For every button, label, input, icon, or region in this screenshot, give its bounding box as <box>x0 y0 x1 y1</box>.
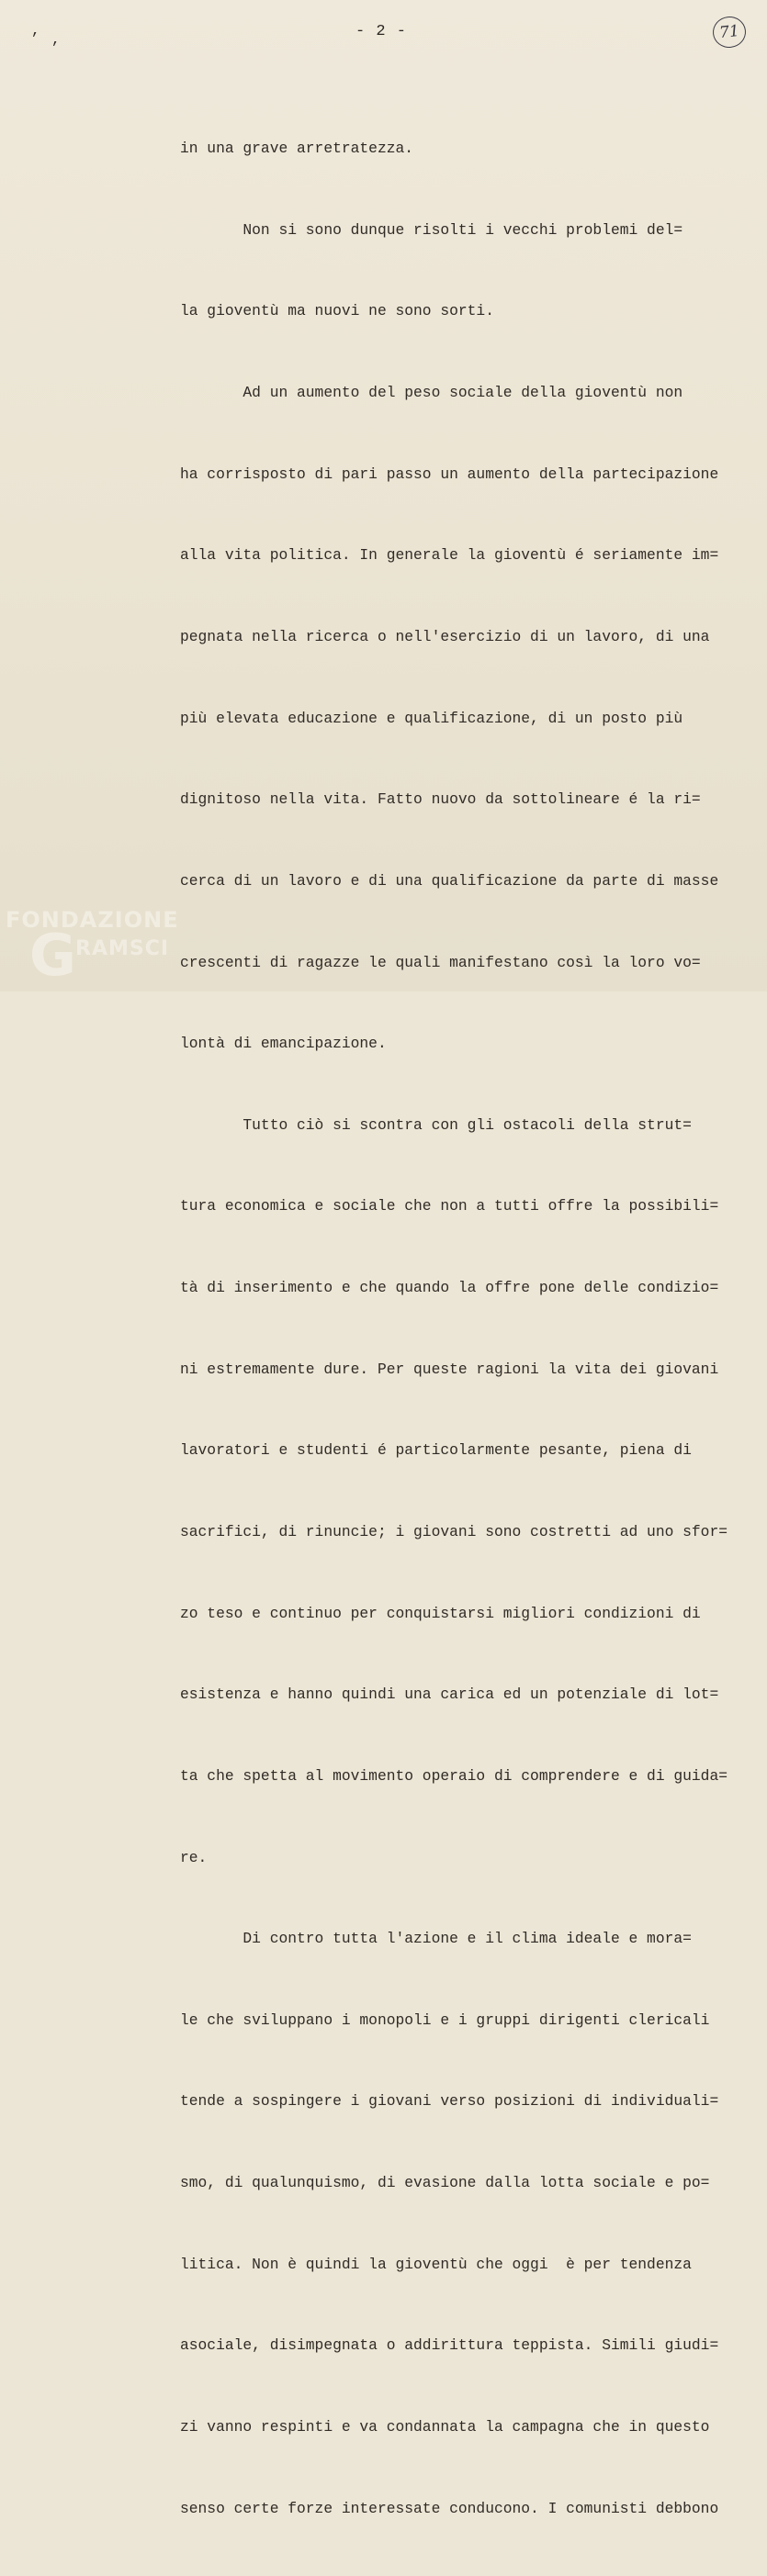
watermark-line-1: FONDAZIONE <box>6 907 179 933</box>
text-line: cerca di un lavoro e di una qualificazione da parte di masse <box>180 871 719 890</box>
text-line: senso certe forze interessate conducono. I comunisti debbono <box>180 2499 719 2517</box>
text-line: smo, di qualunquismo, di evasione dalla lotta sociale e po= <box>180 2174 710 2192</box>
watermark-g-logo: G <box>29 922 76 989</box>
text-line: esistenza e hanno quindi una carica ed un potenziale di lot= <box>180 1686 719 1704</box>
text-line: lavoratori e studenti é particolarmente pesante, piena di <box>180 1441 692 1460</box>
text-line: sacrifici, di rinuncie; i giovani sono costretti ad uno sfor= <box>180 1522 728 1540</box>
text-line: lontà di emancipazione. <box>180 1035 387 1053</box>
text-line: Non si sono dunque risolti i vecchi problemi del= <box>180 220 683 239</box>
text-line: alla vita politica. In generale la gioventù é seriamente im= <box>180 546 719 565</box>
text-line: ni estremamente dure. Per queste ragioni la vita dei giovani <box>180 1360 719 1378</box>
text-line: zi vanno respinti e va condannata la campagna che in questo <box>180 2418 710 2436</box>
text-line: zo teso e continuo per conquistarsi migliori condizioni di <box>180 1604 701 1622</box>
text-line: tà di inserimento e che quando la offre pone delle condizio= <box>180 1279 719 1297</box>
text-line: tura economica e sociale che non a tutti offre la possibili= <box>180 1197 719 1215</box>
fondazione-gramsci-watermark <box>6 907 198 988</box>
corner-mark: , <box>31 22 40 39</box>
text-line: Ad un aumento del peso sociale della gioventù non <box>180 384 683 402</box>
text-line: ha corrisposto di pari passo un aumento della partecipazione <box>180 465 719 483</box>
text-line: Tutto ciò si scontra con gli ostacoli della strut= <box>180 1115 692 1134</box>
archive-number-stamp: 71 <box>711 15 747 50</box>
text-line: Di contro tutta l'azione e il clima ideale e mora= <box>180 1930 692 1948</box>
text-line: tende a sospingere i giovani verso posizioni di individuali= <box>180 2092 719 2111</box>
text-line: pegnata nella ricerca o nell'esercizio di un lavoro, di una <box>180 627 710 645</box>
text-line: asociale, disimpegnata o addirittura teppista. Simili giudi= <box>180 2336 719 2355</box>
page-number: - 2 - <box>355 23 407 40</box>
watermark-line-2: RAMSCI <box>75 937 170 960</box>
corner-mark-2: , <box>51 31 61 48</box>
text-line: in una grave arretratezza. <box>180 140 414 158</box>
text-line: crescenti di ragazze le quali manifestano così la loro vo= <box>180 953 701 971</box>
text-line: re. <box>180 1848 208 1866</box>
typescript-body <box>180 81 759 2576</box>
text-line: la gioventù ma nuovi ne sono sorti. <box>180 302 494 320</box>
text-line: ta che spetta al movimento operaio di comprendere e di guida= <box>180 1766 728 1785</box>
text-line: le che sviluppano i monopoli e i gruppi dirigenti clericali <box>180 2010 710 2029</box>
text-line: litica. Non è quindi la gioventù che oggi è per tendenza <box>180 2255 692 2273</box>
text-line: dignitoso nella vita. Fatto nuovo da sottolineare é la ri= <box>180 790 701 809</box>
text-line: più elevata educazione e qualificazione, di un posto più <box>180 709 683 727</box>
